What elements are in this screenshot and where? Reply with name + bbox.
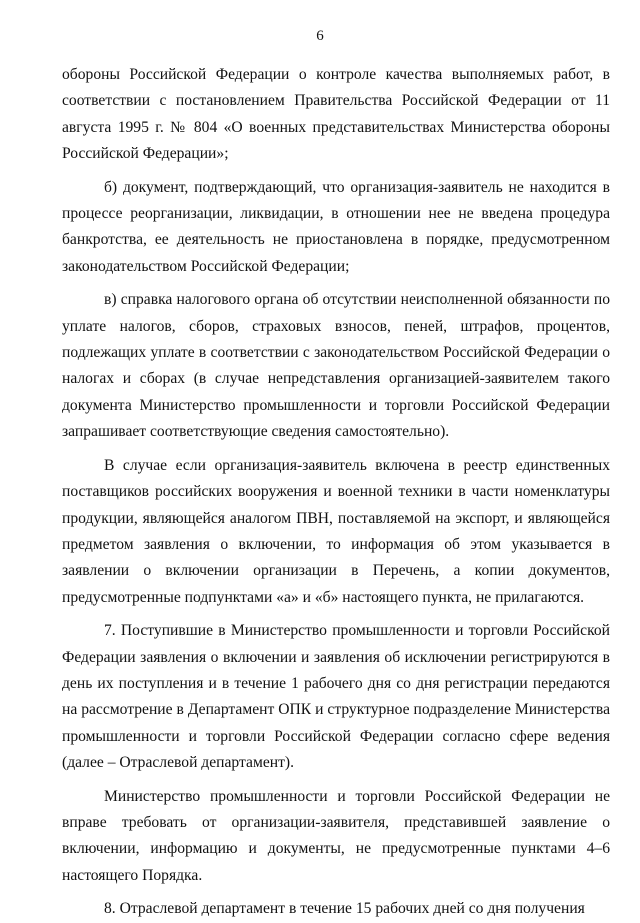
paragraph-item-v-tax-certificate: в) справка налогового органа об отсутствии неисполненной обязанности по уплате налогов, сборов, страховых взносов, пеней, штрафов, процентов, подлежащих уплате в соответствии с законодательством Российской Федерации о налогах и сборах (в случае непредставления организацией-заявителем такого документа Министерство промышленности и торговли Российской Федерации запрашивает соответствующие сведения самостоятельно). <box>62 291 610 441</box>
document-body <box>62 62 610 923</box>
paragraph-ministry-not-entitled: Министерство промышленности и торговли Российской Федерации не вправе требовать от организации-заявителя, представившей заявление о включении, информацию и документы, не предусмотренные пунктами 4–6 настоящего Порядка. <box>62 787 610 884</box>
paragraph-sole-supplier-registry: В случае если организация-заявитель включена в реестр единственных поставщиков российских вооружения и военной техники в части номенклатуры продукции, являющейся аналогом ПВН, поставляемой на экспорт, и являющейся предметом заявления о включении, то информация об этом указывается в заявлении о включении организации в Перечень, а копии документов, предусмотренные подпунктами «а» и «б» настоящего пункта, не прилагаются. <box>62 456 610 606</box>
paragraph-item-b-document-status: б) документ, подтверждающий, что организация-заявитель не находится в процессе реорганизации, ликвидации, в отношении нее не введена процедура банкротства, ее деятельность не приостановлена в порядке, предусмотренном законодательством Российской Федерации; <box>62 178 610 275</box>
paragraph-clause-7-registration: 7. Поступившие в Министерство промышленности и торговли Российской Федерации заявления о включении и заявления об исключении регистрируются в день их поступления и в течение 1 рабочего дня со дня регистрации передаются на рассмотрение в Департамент ОПК и структурное подразделение Министерства промышленности и торговли Российской Федерации согласно сфере ведения (далее – Отраслевой департамент). <box>62 622 610 772</box>
paragraph-continuation-military-representation: обороны Российской Федерации о контроле качества выполняемых работ, в соответствии с постановлением Правительства Российской Федерации от 11 августа 1995 г. № 804 «О военных представительствах Министерства обороны Российской Федерации»; <box>62 66 610 163</box>
paragraph-clause-8-industry-department: 8. Отраслевой департамент в течение 15 рабочих дней со дня получения <box>104 900 585 918</box>
page-number: 6 <box>316 28 324 44</box>
